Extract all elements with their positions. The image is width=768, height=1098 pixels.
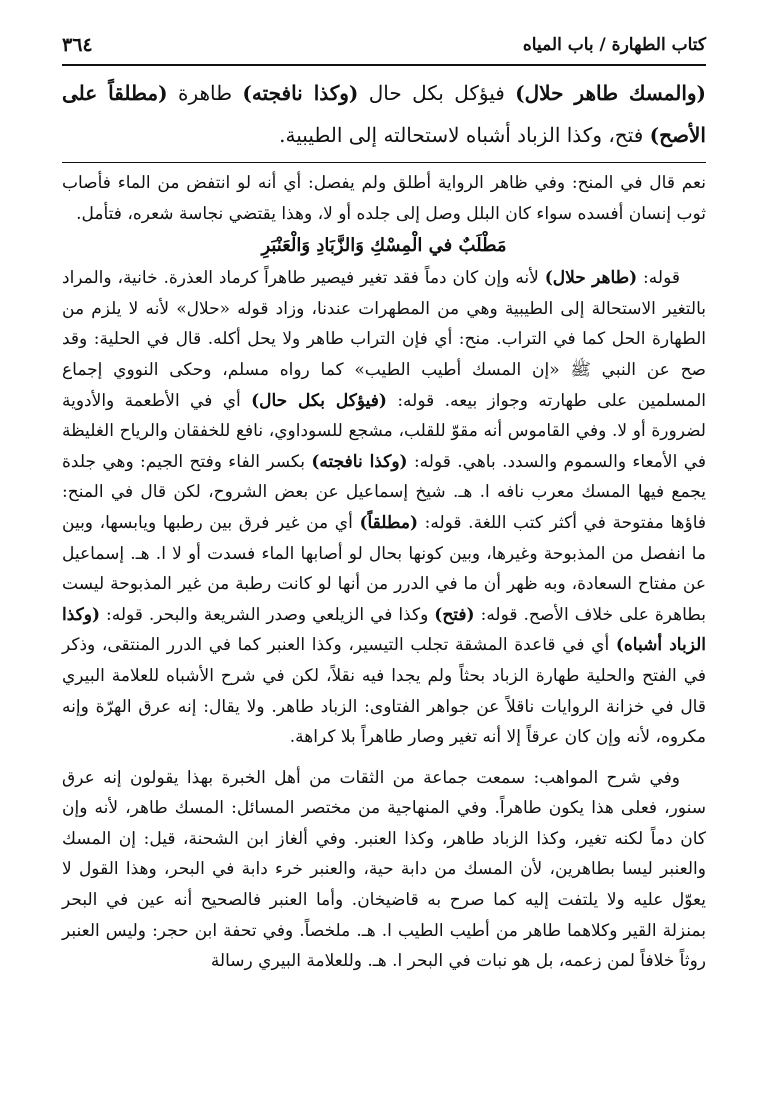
commentary-paragraph <box>62 263 706 753</box>
section-heading: مَطْلَبٌ في الْمِسْكِ وَالزَّبَادِ وَالْعَنْبَرِ <box>261 235 507 257</box>
text-run: قوله: <box>637 268 680 289</box>
paragraph-gap <box>62 753 706 763</box>
matn-phrase: (والمسك طاهر حلال) <box>515 81 707 105</box>
text-run: أي في قاعدة المشقة تجلب التيسير، وكذا العنبر كما في الدرر المنتقى، وذكر في الفتح والحلية طهارة الزباد بحثاً ولم يجدا فيه نقلاً، لكن في شرح الأشباه للعلامة البيري قال في خزانة الروايات ناقلاً عن جواهر الفتاوى: الزباد طاهر. ولا يقال: إنه عرق الهرّة وإنه مكروه، لأنه وإن كان عرقاً إلا أنه تغير وصار طاهراً بلا كراهة. <box>62 635 706 748</box>
matn-text: فيؤكل بكل حال <box>358 81 516 105</box>
text-run: أي من غير فرق بين رطبها ويابسها، وبين ما انفصل من المذبوحة وغيرها، وبين كونها بحال لو أصابها الماء فسدت أو لا ا. هـ. إسماعيل عن مفتاح السعادة، وبه ظهر أن ما في الدرر من أنها لو كانت رطبة من غير المذبوحة ليست بطاهرة على خلاف الأصح. قوله: <box>62 512 706 625</box>
text-run: وكذا في الزيلعي وصدر الشريعة والبحر. قوله: <box>100 604 435 625</box>
main-text-divider <box>62 162 706 163</box>
main-text <box>62 72 706 156</box>
matn-text: فتح، وكذا الزباد أشباه لاستحالته إلى الطيبية. <box>279 123 650 147</box>
running-title: كتاب الطهارة / باب المياه <box>522 35 706 55</box>
header-divider <box>62 64 706 66</box>
text-run: لأنه وإن كان دماً فقد تغير فيصير طاهراً كرماد العذرة. خانية، والمراد بالتغير الاستحالة إلى الطيبية وهي من المطهرات عندنا، وزاد قوله «حلال» لأنه لا يلزم من الطهارة الحل كما في التراب. منح: أي فإن التراب طاهر ولا يحل أكله. قال في الحلية: وقد صح عن النبي ﷺ «إن المسك أطيب الطيب» كما رواه مسلم، وحكى النووي إجماع المسلمين على طهارته وجواز بيعه. قوله: <box>62 268 706 411</box>
matn-phrase: (مطلقاً على الأصح) <box>62 81 706 147</box>
matn-phrase: (وكذا نافجته) <box>242 81 359 105</box>
quoted-phrase: (فيؤكل بكل حال) <box>251 390 387 411</box>
quoted-phrase: (مطلقاً) <box>359 512 418 533</box>
page-number: ٣٦٤ <box>62 34 93 56</box>
text-run: بكسر الفاء وفتح الجيم: وهي جلدة يجمع فيها المسك معرب نافه ا. هـ. شيخ إسماعيل عن بعض الشروح، لكن قال في المنح: فاؤها مفتوحة في أكثر كتب اللغة. قوله: <box>62 451 707 533</box>
commentary <box>62 168 706 977</box>
text-run: أي في الأطعمة والأدوية لضرورة أو لا. وفي القاموس أنه مقوّ للقلب، مشجع للسوداوي، نافع للخفقان والرياح الغليظة في الأمعاء والسموم والسدد. باهي. قوله: <box>62 390 706 472</box>
commentary-intro: نعم قال في المنح: وفي ظاهر الرواية أطلق ولم يفصل: أي أنه لو انتفض من الماء فأصاب ثوب إنسان أفسده سواء كان البلل وصل إلى جلده أو لا، وهذا يقتضي نجاسة شعره، فتأمل. <box>62 173 706 224</box>
commentary-paragraph: وفي شرح المواهب: سمعت جماعة من الثقات من أهل الخبرة بهذا يقولون إنه عرق سنور، فعلى هذا يكون طاهراً. وفي المنهاجية من مختصر المسائل: المسك طاهر، لأنه وإن كان دماً لكنه تغير، وكذا الزباد طاهر، وكذا العنبر. وفي ألغاز ابن الشحنة، قيل: إن المسك والعنبر ليسا بطاهرين، لأن المسك من دابة حية، والعنبر خرء دابة في البحر، وهذا القول لا يعوّل عليه ولا يلتفت إليه كما صرح به قاضيخان. وأما العنبر فالصحيح أنه عين في البحر بمنزلة القير وكلاهما طاهر من أطيب الطيب ا. هـ. ملخصاً. وفي تحفة ابن حجر: وليس العنبر روثاً خلافاً لمن زعمه، بل هو نبات في البحر ا. هـ. وللعلامة البيري رسالة <box>62 767 706 972</box>
quoted-phrase: (وكذا نافجته) <box>311 451 408 472</box>
matn-text: طاهرة <box>167 81 243 105</box>
page-header <box>62 28 706 62</box>
quoted-phrase: (وكذا الزباد أشباه) <box>62 604 706 656</box>
quoted-phrase: (طاهر حلال) <box>544 268 638 289</box>
quoted-phrase: (فتح) <box>434 604 475 625</box>
